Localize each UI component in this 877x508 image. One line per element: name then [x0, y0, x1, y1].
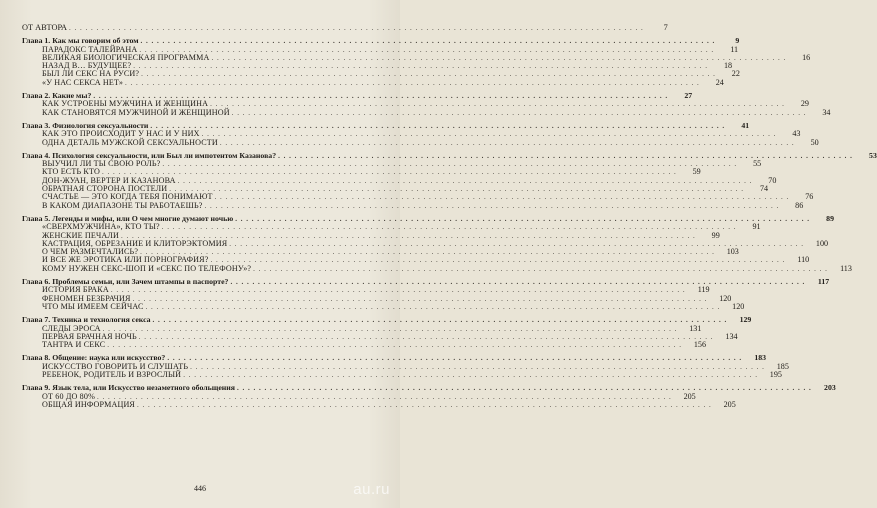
- toc-entry-page: 183: [754, 353, 767, 363]
- toc-entry-title: ЖЕНСКИЕ ПЕЧАЛИ: [42, 230, 119, 240]
- toc-dot-leader: [133, 295, 708, 303]
- toc-item-row: [22, 137, 819, 147]
- toc-entry-title: ОТ АВТОРА: [22, 23, 68, 32]
- toc-entry-title: ПАРАДОКС ТАЛЕЙРАНА: [42, 44, 138, 54]
- toc-dot-leader: [125, 79, 700, 87]
- toc-dot-leader: [202, 130, 777, 138]
- toc-dot-leader: [162, 160, 737, 168]
- toc-entry-page: 113: [840, 263, 852, 273]
- toc-dot-leader: [133, 62, 708, 70]
- toc-entry-page: 41: [741, 120, 750, 130]
- toc-entry-page: 7: [663, 23, 668, 32]
- toc-dot-leader: [69, 24, 644, 32]
- toc-entry-title: ДОН-ЖУАН, ВЕРТЕР И КАЗАНОВА: [42, 175, 176, 185]
- toc-entry-page: 120: [732, 301, 745, 311]
- toc-dot-leader: [235, 215, 810, 223]
- toc-dot-leader: [169, 185, 744, 193]
- toc-entry-page: 120: [719, 293, 732, 303]
- toc-entry-title: ВЫУЧИЛ ЛИ ТЫ СВОЮ РОЛЬ?: [42, 159, 161, 169]
- toc-entry-title: ИСТОРИЯ БРАКА: [42, 285, 109, 295]
- toc-entry-title: ОБЩАЯ ИНФОРМАЦИЯ: [42, 399, 135, 409]
- toc-entry-title: Глава 9. Язык тела, или Искусство незаметного обольщения: [22, 383, 235, 393]
- toc-item-row: [22, 263, 852, 273]
- toc-entry-title: КАСТРАЦИЯ, ОБРЕЗАНИЕ И КЛИТОРЭКТОМИЯ: [42, 238, 228, 248]
- toc-dot-leader: [230, 278, 805, 286]
- toc-entry-title: РЕБЕНОК, РОДИТЕЛЬ И ВЗРОСЛЫЙ: [42, 369, 182, 379]
- toc-entry-title: В КАКОМ ДИАПАЗОНЕ ТЫ РАБОТАЕШЬ?: [42, 200, 203, 210]
- toc-entry-page: 91: [752, 222, 761, 232]
- toc-entry-title: ОДНА ДЕТАЛЬ МУЖСКОЙ СЕКСУАЛЬНОСТИ: [42, 137, 218, 147]
- toc-dot-leader: [141, 37, 716, 45]
- table-of-contents: [22, 23, 877, 409]
- toc-entry-title: БЫЛ ЛИ СЕКС НА РУСИ?: [42, 69, 140, 79]
- toc-entry-page: 89: [826, 213, 834, 223]
- toc-entry-title: ПЕРВАЯ БРАЧНАЯ НОЧЬ: [42, 331, 137, 341]
- toc-dot-leader: [162, 223, 737, 231]
- toc-entry-page: 100: [815, 238, 829, 248]
- watermark: au.ru: [353, 481, 390, 498]
- toc-dot-leader: [97, 393, 672, 401]
- toc-dot-leader: [167, 354, 742, 362]
- toc-entry-page: 29: [800, 99, 809, 109]
- toc-entry-page: 11: [730, 44, 739, 54]
- toc-dot-leader: [137, 401, 712, 409]
- toc-entry-title: Глава 3. Физиология сексуальности: [22, 120, 149, 130]
- toc-entry-page: 103: [726, 247, 739, 257]
- toc-entry-title: Глава 2. Какие мы?: [22, 91, 92, 101]
- toc-entry-page: 205: [683, 391, 696, 401]
- toc-entry-title: Глава 6. Проблемы семьи, или Зачем штампы в паспорте?: [22, 277, 229, 287]
- toc-entry-title: КАК УСТРОЕНЫ МУЖЧИНА И ЖЕНЩИНА: [42, 99, 209, 109]
- toc-entry-page: 185: [776, 361, 789, 371]
- toc-dot-leader: [141, 70, 716, 78]
- toc-entry-page: 70: [768, 175, 777, 185]
- toc-entry-title: ВЕЛИКАЯ БИОЛОГИЧЕСКАЯ ПРОГРАММА: [42, 52, 210, 62]
- toc-entry-title: Глава 1. Как мы говорим об этом: [22, 36, 139, 46]
- toc-entry-page: 117: [817, 277, 830, 287]
- toc-entry-title: КТО ЕСТЬ КТО: [42, 167, 100, 177]
- toc-item-row: [22, 200, 804, 210]
- toc-entry-title: КАК СТАНОВЯТСЯ МУЖЧИНОЙ И ЖЕНЩИНОЙ: [42, 107, 230, 117]
- toc-dot-leader: [150, 122, 725, 130]
- toc-dot-leader: [211, 54, 786, 62]
- toc-item-row: [22, 301, 745, 311]
- page-number: 446: [194, 484, 206, 493]
- toc-dot-leader: [103, 325, 678, 333]
- toc-dot-leader: [237, 384, 812, 392]
- toc-entry-page: 203: [824, 383, 836, 393]
- toc-entry-title: ОТ 60 ДО 80%: [42, 391, 95, 401]
- toc-entry-page: 134: [725, 331, 738, 341]
- toc-entry-title: И ВСЕ ЖЕ ЭРОТИКА ИЛИ ПОРНОГРАФИЯ?: [42, 255, 209, 265]
- toc-entry-page: 18: [723, 61, 733, 71]
- toc-entry-title: ОБРАТНАЯ СТОРОНА ПОСТЕЛИ: [42, 184, 168, 194]
- toc-entry-page: 50: [810, 137, 819, 147]
- toc-entry-title: СЛЕДЫ ЭРОСА: [42, 323, 101, 333]
- toc-item-row: [22, 340, 707, 350]
- toc-dot-leader: [139, 333, 714, 341]
- toc-item-row: [22, 369, 782, 379]
- toc-entry-page: 53: [869, 150, 877, 160]
- toc-entry-page: 34: [822, 107, 831, 117]
- toc-dot-leader: [220, 139, 795, 147]
- toc-dot-leader: [183, 371, 758, 379]
- toc-entry-title: ИСКУССТВО ГОВОРИТЬ И СЛУШАТЬ: [42, 361, 189, 371]
- toc-entry-title: ТАНТРА И СЕКС: [42, 340, 106, 350]
- toc-section-row: [22, 23, 668, 32]
- toc-item-row: [22, 77, 724, 87]
- toc-entry-page: 110: [797, 255, 810, 265]
- toc-entry-page: 55: [753, 159, 762, 169]
- toc-entry-page: 22: [731, 69, 740, 79]
- toc-item-row: [22, 107, 831, 117]
- toc-entry-page: 156: [693, 340, 707, 350]
- toc-dot-leader: [215, 193, 790, 201]
- toc-dot-leader: [232, 109, 807, 117]
- toc-entry-page: 205: [723, 399, 736, 409]
- toc-entry-page: 9: [735, 36, 740, 46]
- toc-entry-page: 27: [684, 91, 693, 101]
- toc-entry-title: О ЧЕМ РАЗМЕЧТАЛИСЬ?: [42, 247, 139, 257]
- toc-dot-leader: [210, 256, 785, 264]
- toc-dot-leader: [205, 202, 780, 210]
- toc-entry-page: 16: [802, 52, 811, 62]
- toc-dot-leader: [253, 265, 828, 273]
- toc-entry-page: 86: [795, 200, 804, 210]
- toc-dot-leader: [139, 46, 714, 54]
- toc-dot-leader: [278, 152, 853, 160]
- toc-dot-leader: [102, 168, 677, 176]
- toc-entry-title: СЧАСТЬЕ — ЭТО КОГДА ТЕБЯ ПОНИМАЮТ: [42, 192, 213, 202]
- toc-dot-leader: [107, 341, 682, 349]
- toc-entry-page: 131: [689, 323, 702, 333]
- toc-entry-page: 74: [759, 184, 769, 194]
- toc-dot-leader: [153, 316, 728, 324]
- toc-entry-page: 99: [711, 230, 720, 240]
- toc-dot-leader: [210, 100, 785, 108]
- toc-entry-title: Глава 4. Психология сексуальности, или Был ли импотентом Казанова?: [22, 150, 277, 160]
- toc-entry-title: «СВЕРХМУЖЧИНА», КТО ТЫ?: [42, 222, 160, 232]
- toc-dot-leader: [146, 303, 721, 311]
- toc-entry-title: КАК ЭТО ПРОИСХОДИТ У НАС И У НИХ: [42, 129, 200, 139]
- toc-entry-title: ЧТО МЫ ИМЕЕМ СЕЙЧАС: [42, 301, 144, 311]
- toc-entry-page: 129: [739, 315, 752, 325]
- toc-entry-title: Глава 7. Техника и технология секса: [22, 315, 151, 325]
- toc-entry-title: НАЗАД В… БУДУЩЕЕ?: [42, 61, 132, 71]
- toc-entry-page: 24: [715, 77, 724, 87]
- toc-entry-title: Глава 5. Легенды и мифы, или О чем многие думают ночью: [22, 213, 234, 223]
- toc-entry-title: «У НАС СЕКСА НЕТ»: [42, 77, 124, 87]
- toc-entry-title: КОМУ НУЖЕН СЕКС-ШОП И «СЕКС ПО ТЕЛЕФОНУ»?: [42, 263, 252, 273]
- toc-dot-leader: [111, 286, 686, 294]
- toc-entry-title: ФЕНОМЕН БЕЗБРАЧИЯ: [42, 293, 131, 303]
- toc-entry-page: 76: [805, 192, 814, 202]
- toc-entry-page: 43: [792, 129, 801, 139]
- toc-dot-leader: [140, 248, 715, 256]
- toc-dot-leader: [178, 177, 753, 185]
- toc-item-row: [22, 399, 736, 409]
- toc-entry-page: 59: [692, 167, 701, 177]
- toc-dot-leader: [229, 240, 804, 248]
- toc-entry-title: Глава 8. Общение: наука или искусство?: [22, 353, 166, 363]
- toc-entry-page: 195: [769, 369, 782, 379]
- toc-entry-page: 119: [697, 285, 710, 295]
- toc-dot-leader: [190, 363, 765, 371]
